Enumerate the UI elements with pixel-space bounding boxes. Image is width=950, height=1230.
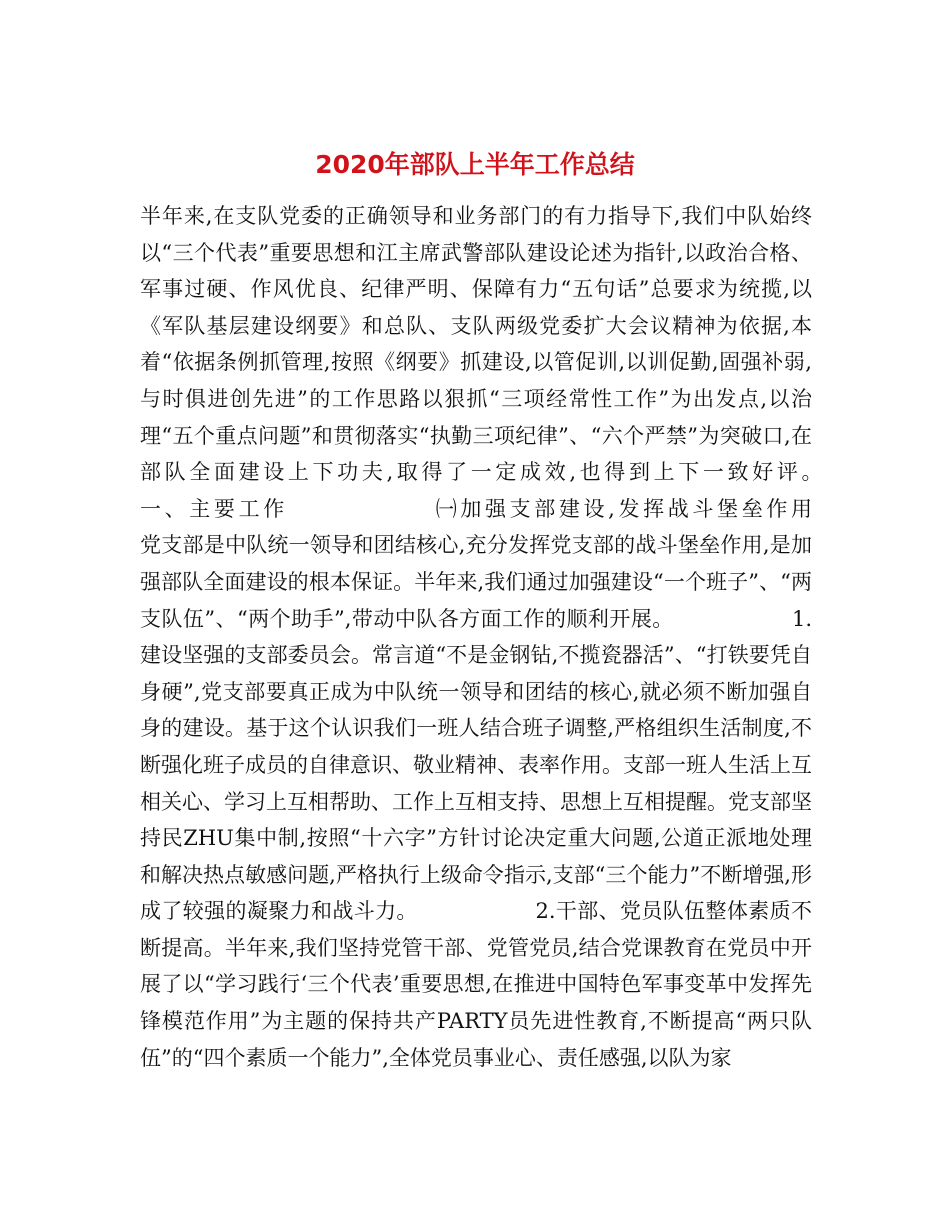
document-body: 半年来,在支队党委的正确领导和业务部门的有力指导下,我们中队始终以“三个代表”重要思想和江主席武警部队建设论述为指针,以政治合格、军事过硬、作风优良、纪律严明、保障有力“五句话”总要求为统揽,以《军队基层建设纲要》和总队、支队两级党委扩大会议精神为依据,本着“依据条例抓管理,按照《纲要》抓建设,以管促训,以训促勤,固强补弱,与时俱进创先进”的工作思路以狠抓“三项经常性工作”为出发点,以治理“五个重点问题”和贯彻落实“执勤三项纪律”、“六个严禁”为突破口,在部队全面建设上下功夫,取得了一定成效,也得到上下一致好评。 一、主要工作 ㈠加强支部建设,发挥战斗堡垒作用 党支部是中队统一领导和团结核心,充分发挥党支部的战斗堡垒作用,是加强部队全面建设的根本保证。半年来,我们通过加强建设“一个班子”、“两支队伍”、“两个助手”,带动中队各方面工作的顺利开展。 1.建设坚强的支部委员会。常言道“不是金钢钻,不揽瓷器活”、“打铁要凭自身硬”,党支部要真正成为中队统一领导和团结的核心,就必须不断加强自身的建设。基于这个认识我们一班人结合班子调整,严格组织生活制度,不断强化班子成员的自律意识、敬业精神、表率作用。支部一班人生活上互相关心、学习上互相帮助、工作上互相支持、思想上互相提醒。党支部坚持民ZHU集中制,按照“十六字”方针讨论决定重大问题,公道正派地处理和解决热点敏感问题,严格执行上级命令指示,支部“三个能力”不断增强,形成了较强的凝聚力和战斗力。 2.干部、党员队伍整体素质不断提高。半年来,我们坚持党管干部、党管党员,结合党课教育在党员中开展了以“学习践行‘三个代表’重要思想,在推进中国特色军事变革中发挥先锋模范作用”为主题的保持共产PARTY员先进性教育,不断提高“两只队伍”的“四个素质一个能力”,全体党员事业心、责任感强,以队为家	[140, 204, 938, 1070]
document-title: 2020年部队上半年工作总结	[315, 149, 635, 179]
